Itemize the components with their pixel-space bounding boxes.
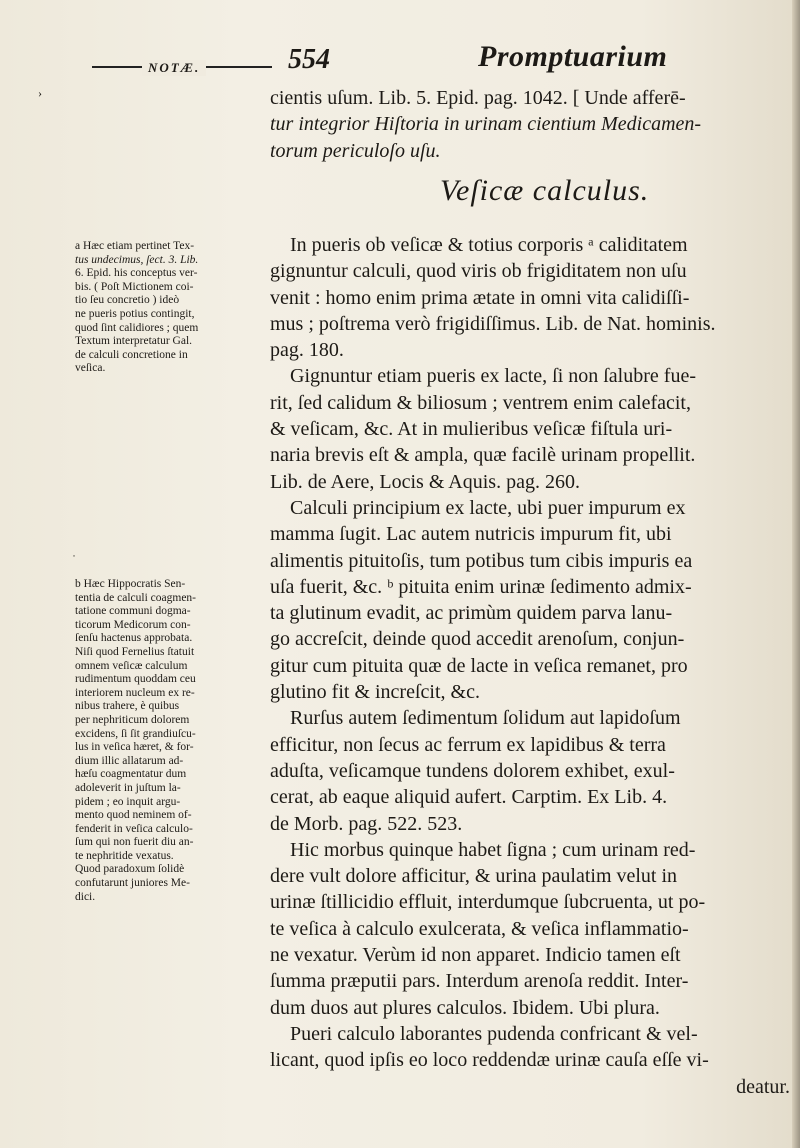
page-number: 554 (288, 44, 330, 75)
paragraph (270, 495, 790, 705)
text-line: go accreſcit, deinde quod accedit arenoſum, conjun- (270, 628, 685, 651)
note-line: tus undecimus, ſect. 3. Lib. (75, 253, 199, 266)
text-line: uſa fuerit, &c. ᵇ pituita enim urinæ ſedimento admix- (270, 575, 692, 598)
note-line: interiorem nucleum ex re- (75, 686, 195, 699)
text-line: pag. 180. (270, 339, 344, 362)
note-line: mento quod neminem of- (75, 809, 192, 822)
note-line: lus in veſica hæret, & for- (75, 741, 194, 754)
text-line: cientis uſum. Lib. 5. Epid. pag. 1042. [ Unde afferē- (270, 87, 686, 109)
note-line: hæſu coagmentatur dum (75, 768, 187, 781)
text-line: te veſica à calculo exulcerata, & veſica inflammatio- (270, 917, 689, 940)
text-line: ſumma præputii pars. Interdum arenoſa reddit. Inter- (270, 970, 689, 993)
note-line: te nephritide vexatus. (75, 849, 174, 862)
text-line: torum periculoſo uſu. (270, 139, 441, 162)
text-line: dum duos aut plures calculos. Ibidem. Ubi plura. (270, 996, 660, 1019)
paragraph (270, 232, 790, 363)
note-line: dium illic allatarum ad- (75, 754, 184, 767)
note-line: omnem veſicæ calculum (75, 659, 188, 672)
margin-note-a (75, 240, 265, 376)
note-line: Textum interpretatur Gal. (75, 335, 193, 348)
text-line: In pueris ob veſicæ & totius corporis ᵃ caliditatem (290, 234, 688, 256)
text-line: ta glutinum evadit, ac primùm quidem parva lanu- (270, 602, 673, 625)
text-line: deatur. (736, 1075, 790, 1098)
note-line: fenderit in veſica calculo- (75, 822, 193, 835)
note-line: Quod paradoxum ſolidè (75, 863, 185, 876)
text-line: mus ; poſtrema verò frigidiſſimus. Lib. de Nat. hominis. (270, 312, 716, 335)
text-line: tur integrior Hiſtoria in urinam cientium Medicamen- (270, 113, 702, 136)
note-line: de calculi concretione in (75, 348, 188, 361)
note-line: pidem ; eo inquit argu- (75, 795, 181, 808)
margin-mark: › (38, 86, 42, 100)
note-line: excidens, ſi ſit grandiuſcu- (75, 727, 196, 740)
text-line: dere vult dolore afficitur, & urina paulatim velut in (270, 865, 678, 888)
note-line: b Hæc Hippocratis Sen- (75, 578, 186, 590)
section-title: Veſicæ calculus. (440, 174, 650, 207)
note-line: ne pueris potius contingit, (75, 307, 195, 320)
note-line: bis. ( Poſt Mictionem coi- (75, 280, 194, 293)
intro-text (270, 85, 790, 164)
text-line: gitur cum pituita quæ de lacte in veſica remanet, pro (270, 654, 688, 677)
note-line: tio ſeu concretio ) ideò (75, 294, 180, 307)
text-line: Pueri calculo laborantes pudenda confricant & vel- (290, 1022, 698, 1045)
paragraph (270, 705, 790, 836)
text-line: licant, quod ipſis eo loco reddendæ urinæ cauſa eſſe vi- (270, 1049, 709, 1072)
text-line: naria brevis eſt & ampla, quæ facilè urinam propellit. (270, 444, 696, 467)
note-line: a Hæc etiam pertinet Tex- (75, 240, 195, 252)
text-line: aduſta, veſicamque tundens dolorem exhibet, exul- (270, 759, 675, 782)
text-line: efficitur, non ſecus ac ferrum ex lapidibus & terra (270, 733, 666, 756)
note-line: nibus trahere, è quibus (75, 700, 180, 713)
text-line: glutino fit & increſcit, &c. (270, 681, 480, 704)
main-text (270, 232, 790, 1100)
note-line: rudimentum quoddam ceu (75, 673, 196, 686)
text-line: & veſicam, &c. At in mulieribus veſicæ fiſtula uri- (270, 418, 673, 441)
text-line: rit, ſed calidum & biliosum ; ventrem enim calefacit, (270, 391, 691, 414)
paragraph (270, 837, 790, 1021)
note-line: adoleverit in juſtum la- (75, 781, 181, 794)
text-line: venit : homo enim prima ætate in omni vita calidiſſi- (270, 286, 690, 309)
note-line: per nephriticum dolorem (75, 713, 190, 726)
note-line: quod ſint calidiores ; quem (75, 321, 199, 334)
margin-note-b (75, 578, 265, 904)
text-line: Gignuntur etiam pueris ex lacte, ſi non ſalubre fue- (290, 365, 696, 388)
note-line: 6. Epid. his conceptus ver- (75, 267, 198, 280)
text-line: ne vexatur. Verùm id non apparet. Indicio tamen eſt (270, 944, 681, 967)
note-line: dici. (75, 890, 96, 903)
text-line: Lib. de Aere, Locis & Aquis. pag. 260. (270, 470, 580, 493)
running-title: Promptuarium (478, 40, 668, 73)
text-line: urinæ ſtillicidio effluit, interdumque ſubcruenta, ut po- (270, 891, 706, 914)
margin-mark: ˙ (72, 552, 76, 566)
note-line: confutarunt juniores Me- (75, 877, 190, 890)
page-edge-shadow (792, 0, 800, 1148)
note-line: veſica. (75, 362, 106, 375)
text-line: Calculi principium ex lacte, ubi puer impurum ex (290, 496, 686, 519)
text-line: gignuntur calculi, quod viris ob frigiditatem non uſu (270, 260, 687, 283)
note-line: Niſi quod Fernelius ſtatuit (75, 645, 195, 658)
notae-label: NOTÆ. (142, 60, 206, 76)
paragraph (270, 363, 790, 494)
text-line: mamma ſugit. Lac autem nutricis impurum fit, ubi (270, 523, 672, 546)
paragraph (270, 1021, 790, 1100)
text-line: Rurſus autem ſedimentum ſolidum aut lapidoſum (290, 707, 681, 730)
note-line: ſum qui non fuerit diu an- (75, 836, 194, 849)
text-line: alimentis pituitoſis, tum potibus tum cibis impuris ea (270, 549, 693, 572)
note-line: ſenſu hactenus approbata. (75, 632, 193, 645)
note-line: tatione communi dogma- (75, 605, 191, 618)
note-line: tentia de calculi coagmen- (75, 591, 197, 604)
text-line: cerat, ab eaque aliquid aufert. Carptim. Ex Lib. 4. (270, 786, 668, 809)
text-line: Hic morbus quinque habet ſigna ; cum urinam red- (290, 838, 696, 861)
text-line: de Morb. pag. 522. 523. (270, 812, 463, 835)
note-line: ticorum Medicorum con- (75, 618, 191, 631)
